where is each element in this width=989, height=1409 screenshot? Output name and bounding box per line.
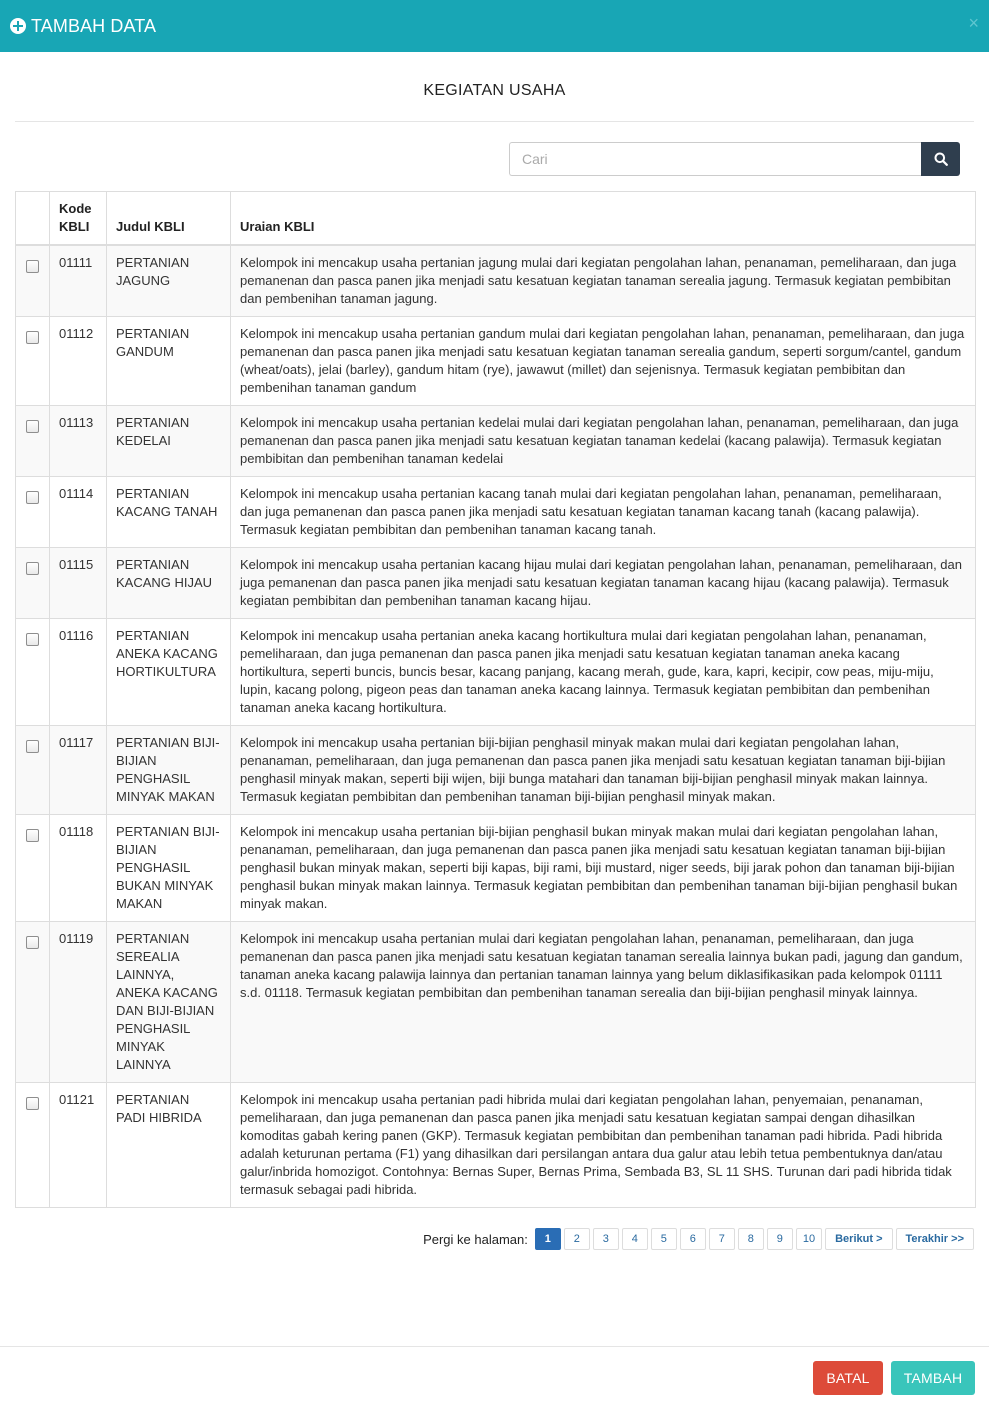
uraian-cell: Kelompok ini mencakup usaha pertanian kacang hijau mulai dari kegiatan pengolahan lahan, penanaman, pemeliharaan, dan juga pemanenan dan pasca panen jika menjadi satu kesatuan kegiatan tanaman kacang hijau (kacang palawija). Termasuk kegiatan pembibitan dan pembenihan tanaman kacang hijau.	[231, 548, 976, 619]
kbli-table-container	[15, 191, 975, 1208]
table-header-row	[16, 192, 976, 246]
kode-cell: 01121	[50, 1083, 107, 1208]
row-checkbox-cell	[16, 1083, 50, 1208]
judul-cell: PERTANIAN KEDELAI	[107, 406, 231, 477]
close-icon[interactable]: ×	[968, 13, 979, 33]
plus-circle-icon	[10, 18, 26, 34]
search-button[interactable]	[921, 142, 960, 176]
divider	[15, 121, 974, 122]
judul-cell: PERTANIAN KACANG HIJAU	[107, 548, 231, 619]
row-checkbox[interactable]	[26, 829, 39, 842]
table-row	[16, 477, 976, 548]
judul-cell: PERTANIAN SEREALIA LAINNYA, ANEKA KACANG DAN BIJI-BIJIAN PENGHASIL MINYAK LAINNYA	[107, 922, 231, 1083]
uraian-cell: Kelompok ini mencakup usaha pertanian padi hibrida mulai dari kegiatan pengolahan lahan, penyemaian, penanaman, pemeliharaan, dan juga pemanenan dan pasca panen jika menjadi satu kesatuan kegiatan sampai dengan dihasilkan komoditas gabah kering panen (GKP). Termasuk kegiatan pembibitan dan pembenihan tanaman padi hibrida. Padi hibrida adalah keturunan pertama (F1) yang dihasilkan dari persilangan antara dua galur atau lebih tetua pembentuknya dan/atau galur/inbrida homozigot. Contohnya: Bernas Super, Bernas Prima, Sembada B3, SL 11 SHS. Turunan dari padi hibrida tidak termasuk sebagai padi hibrida.	[231, 1083, 976, 1208]
page-link[interactable]: 8	[738, 1228, 764, 1250]
search-icon	[934, 152, 948, 166]
uraian-cell: Kelompok ini mencakup usaha pertanian jagung mulai dari kegiatan pengolahan lahan, penanaman, pemeliharaan, dan juga pemanenan dan pasca panen jika menjadi satu kesatuan kegiatan tanaman serealia jagung. Termasuk kegiatan pembibitan dan pembenihan tanaman jagung.	[231, 245, 976, 317]
uraian-cell: Kelompok ini mencakup usaha pertanian kacang tanah mulai dari kegiatan pengolahan lahan, penanaman, pemeliharaan, dan juga pemanenan dan pasca panen jika menjadi satu kesatuan kegiatan tanaman kacang tanah (kacang palawija). Termasuk kegiatan pembibitan dan pembenihan tanaman kacang tanah.	[231, 477, 976, 548]
uraian-cell: Kelompok ini mencakup usaha pertanian biji-bijian penghasil bukan minyak makan mulai dari kegiatan pengolahan lahan, penanaman, pemeliharaan, dan juga pemanenan dan pasca panen jika menjadi satu kesatuan kegiatan tanaman biji-bijian penghasil bukan minyak makan, seperti biji kapas, biji rami, biji mustard, niger seeds, biji jarak pohon dan tanaman biji-bijian penghasil bukan minyak makan lainnya. Termasuk kegiatan pembibitan dan pembenihan tanaman biji-bijian penghasil bukan minyak makan.	[231, 815, 976, 922]
row-checkbox[interactable]	[26, 740, 39, 753]
table-body	[16, 245, 976, 1208]
kbli-table	[15, 191, 976, 1208]
row-checkbox-cell	[16, 477, 50, 548]
page-link[interactable]: 5	[651, 1228, 677, 1250]
row-checkbox-cell	[16, 548, 50, 619]
row-checkbox[interactable]	[26, 420, 39, 433]
kode-cell: 01111	[50, 245, 107, 317]
row-checkbox[interactable]	[26, 331, 39, 344]
table-row	[16, 815, 976, 922]
table-row	[16, 317, 976, 406]
kode-cell: 01112	[50, 317, 107, 406]
row-checkbox-cell	[16, 317, 50, 406]
page-link[interactable]: 6	[680, 1228, 706, 1250]
uraian-cell: Kelompok ini mencakup usaha pertanian mulai dari kegiatan pengolahan lahan, penanaman, pemeliharaan, dan juga pemanenan dan pasca panen jika menjadi satu kesatuan kegiatan tanaman serealia lainnya bukan padi, jagung dan gandum, tanaman aneka kacang palawija lainnya dan pertanian tanaman lainnya yang belum diklasifikasikan pada kelompok 01111 s.d. 01118. Termasuk kegiatan pembibitan dan pembenihan tanaman serealia dan biji-bijian penghasil minyak lainnya.	[231, 922, 976, 1083]
judul-cell: PERTANIAN KACANG TANAH	[107, 477, 231, 548]
section-title: KEGIATAN USAHA	[423, 82, 566, 99]
kode-cell: 01118	[50, 815, 107, 922]
cancel-button[interactable]: BATAL	[813, 1361, 883, 1395]
row-checkbox[interactable]	[26, 491, 39, 504]
next-page-button[interactable]: Berikut >	[825, 1228, 892, 1250]
header-kode: Kode KBLI	[50, 192, 107, 246]
page-link[interactable]: 1	[535, 1228, 561, 1250]
judul-cell: PERTANIAN PADI HIBRIDA	[107, 1083, 231, 1208]
pagination-label: Pergi ke halaman:	[423, 1231, 528, 1247]
kode-cell: 01114	[50, 477, 107, 548]
add-button[interactable]: TAMBAH	[891, 1361, 975, 1395]
judul-cell: PERTANIAN BIJI-BIJIAN PENGHASIL BUKAN MINYAK MAKAN	[107, 815, 231, 922]
row-checkbox[interactable]	[26, 1097, 39, 1110]
row-checkbox-cell	[16, 406, 50, 477]
page-links	[532, 1228, 822, 1250]
pagination	[0, 1228, 974, 1250]
header-checkbox-cell	[16, 192, 50, 246]
header-judul: Judul KBLI	[107, 192, 231, 246]
judul-cell: PERTANIAN JAGUNG	[107, 245, 231, 317]
judul-cell: PERTANIAN GANDUM	[107, 317, 231, 406]
row-checkbox-cell	[16, 922, 50, 1083]
row-checkbox[interactable]	[26, 562, 39, 575]
last-page-button[interactable]: Terakhir >>	[896, 1228, 975, 1250]
row-checkbox-cell	[16, 619, 50, 726]
table-row	[16, 245, 976, 317]
modal-title: TAMBAH DATA	[31, 15, 157, 36]
search-bar	[0, 142, 960, 176]
table-row	[16, 619, 976, 726]
page-link[interactable]: 9	[767, 1228, 793, 1250]
page-link[interactable]: 4	[622, 1228, 648, 1250]
row-checkbox[interactable]	[26, 633, 39, 646]
page-link[interactable]: 7	[709, 1228, 735, 1250]
row-checkbox[interactable]	[26, 936, 39, 949]
page-link[interactable]: 2	[564, 1228, 590, 1250]
modal-header	[0, 0, 989, 52]
table-row	[16, 548, 976, 619]
judul-cell: PERTANIAN BIJI-BIJIAN PENGHASIL MINYAK MAKAN	[107, 726, 231, 815]
kode-cell: 01113	[50, 406, 107, 477]
row-checkbox[interactable]	[26, 260, 39, 273]
header-uraian: Uraian KBLI	[231, 192, 976, 246]
row-checkbox-cell	[16, 245, 50, 317]
modal-footer	[0, 1346, 989, 1409]
uraian-cell: Kelompok ini mencakup usaha pertanian kedelai mulai dari kegiatan pengolahan lahan, penanaman, pemeliharaan, dan juga pemanenan dan pasca panen jika menjadi satu kesatuan kegiatan tanaman kedelai (kacang palawija). Termasuk kegiatan pembibitan dan pembenihan tanaman kedelai	[231, 406, 976, 477]
table-row	[16, 726, 976, 815]
search-input[interactable]	[509, 142, 921, 176]
uraian-cell: Kelompok ini mencakup usaha pertanian biji-bijian penghasil minyak makan mulai dari kegiatan pengolahan lahan, penanaman, pemeliharaan, dan juga pemanenan dan pasca panen jika menjadi satu kesatuan kegiatan tanaman biji-bijian penghasil minyak makan, seperti biji wijen, biji bunga matahari dan tanaman biji-bijian penghasil minyak makan lainnya. Termasuk kegiatan pembibitan dan pembenihan tanaman biji-bijian penghasil minyak makan.	[231, 726, 976, 815]
kode-cell: 01116	[50, 619, 107, 726]
table-row	[16, 406, 976, 477]
uraian-cell: Kelompok ini mencakup usaha pertanian gandum mulai dari kegiatan pengolahan lahan, penanaman, pemeliharaan, dan juga pemanenan dan pasca panen jika menjadi satu kesatuan kegiatan tanaman serealia gandum, seperti sorgum/cantel, gandum (wheat/oats), jelai (barley), gandum hitam (rye), jawawut (millet) dan sejenisnya. Termasuk kegiatan pembibitan dan pembenihan tanaman gandum	[231, 317, 976, 406]
page-link[interactable]: 10	[796, 1228, 822, 1250]
uraian-cell: Kelompok ini mencakup usaha pertanian aneka kacang hortikultura mulai dari kegiatan pengolahan lahan, penanaman, pemeliharaan, dan juga pemanenan dan pasca panen jika menjadi satu kesatuan kegiatan tanaman aneka kacang hortikultura, seperti buncis, buncis besar, kacang panjang, kacang merah, gude, kara, kapri, kecipir, cow peas, miju-miju, lupin, kacang polong, pigeon peas dan tanaman aneka kacang lainnya. Termasuk kegiatan pembibitan dan pembenihan tanaman aneka kacang hortikultura.	[231, 619, 976, 726]
kode-cell: 01119	[50, 922, 107, 1083]
kode-cell: 01117	[50, 726, 107, 815]
row-checkbox-cell	[16, 726, 50, 815]
page-link[interactable]: 3	[593, 1228, 619, 1250]
table-row	[16, 922, 976, 1083]
row-checkbox-cell	[16, 815, 50, 922]
table-row	[16, 1083, 976, 1208]
judul-cell: PERTANIAN ANEKA KACANG HORTIKULTURA	[107, 619, 231, 726]
kode-cell: 01115	[50, 548, 107, 619]
